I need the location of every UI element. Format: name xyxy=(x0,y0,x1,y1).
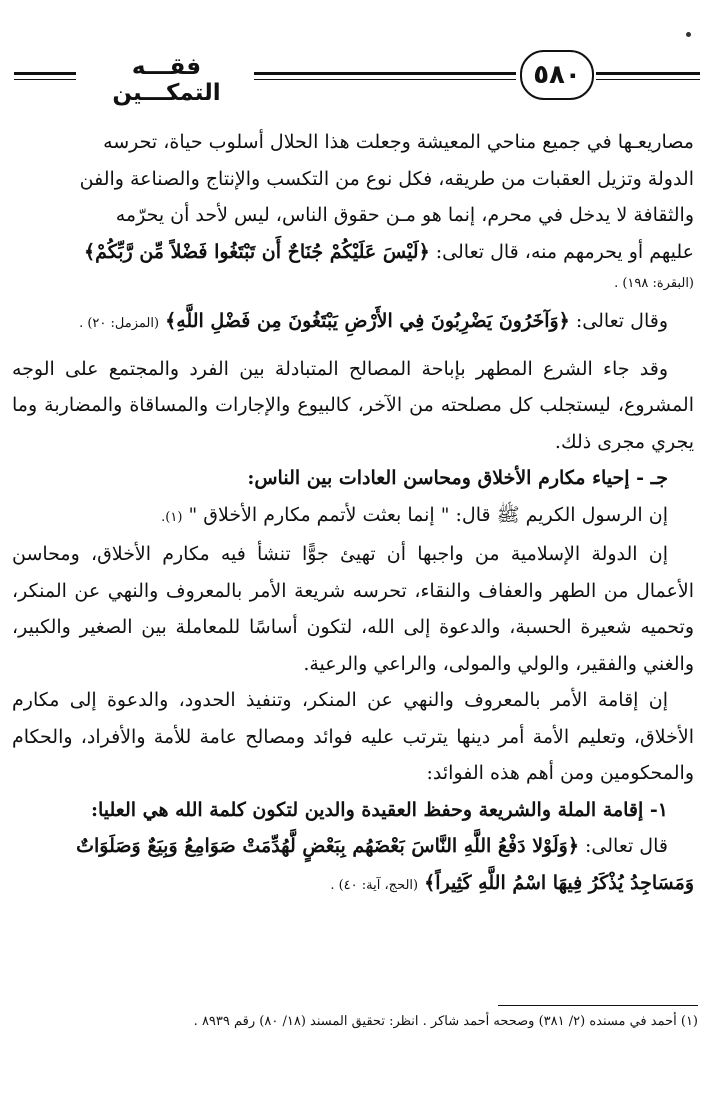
quran-verse-hajj-part1: ﴿وَلَوْلا دَفْعُ اللَّهِ النَّاسَ بَعْضَهُم بِبَعْضٍ لَّهُدِّمَتْ صَوَامِعُ وَبِيَعٌ وَصَلَوَاتٌ xyxy=(76,835,579,857)
verse-ref-hajj: (الحج، آية: ٤٠) . xyxy=(330,877,419,893)
point1-heading: ١- إقامة الملة والشريعة وحفظ العقيدة والدين لتكون كلمة الله هي العليا: xyxy=(90,798,668,821)
footnote-divider xyxy=(498,1005,698,1006)
hadith-line xyxy=(12,497,694,537)
para3: وقد جاء الشرع المطهر بإباحة المصالح المتبادلة بين الفرد والمجتمع على الوجه المشروع، ليستجلب كل مصلحته من الآخر، كالبيوع والإجارات والمساقاة والمضاربة وما يجري مجرى ذلك. xyxy=(12,357,694,453)
quran-verse-baqarah: ﴿لَيْسَ عَلَيْكُمْ جُنَاحٌ أَن تَبْتَغُوا فَضْلاً مِّن رَّبِّكُمْ﴾ xyxy=(84,240,430,263)
hadith-text: إن الرسول الكريم ﷺ قال: " إنما بعثت لأتمم مكارم الأخلاق " xyxy=(188,503,668,526)
point1-verse-line1 xyxy=(12,828,694,865)
point1-intro: قال تعالى: xyxy=(585,835,668,857)
para1-line1: مصاريعـها في جميع مناحي المعيشة وجعلت هذا الحلال أسلوب حياة، تحرسه xyxy=(103,131,694,153)
para1-line3: والثقافة لا يدخل في محرم، إنما هو مـن حقوق الناس، ليس لأحد أن يحرّمه xyxy=(115,204,694,226)
scan-mark xyxy=(686,32,691,37)
quran-verse-hajj-part2: وَمَسَاجِدُ يُذْكَرُ فِيهَا اسْمُ اللَّهِ كَثِيراً﴾ xyxy=(424,871,694,894)
page-number: ٥٨٠ xyxy=(520,50,594,100)
footnote-marker: (١). xyxy=(161,509,183,525)
para4: إن الدولة الإسلامية من واجبها أن تهيئ جوًّا تنشأ فيه مكارم الأخلاق، ومحاسن الأعمال من الطهر والعفاف والنقاء، تحرسه شريعة الأمر بالمعروف والنهي عن المنكر، وتحميه شعيرة الحسبة، والدعوة إلى الله، لتكون أساسًا للمعاملة بين الصغير والكبير، والغني والفقير، والولي والمولى، والراعي والرعية. xyxy=(12,543,694,675)
header-rule-middle xyxy=(254,72,516,80)
para2 xyxy=(12,303,694,343)
para1-line2: الدولة وتزيل العقبات من طريقه، فكل نوع من التكسب والإنتاج والصناعة والفن xyxy=(79,167,694,190)
verse-ref-baqarah: (البقرة: ١٩٨) . xyxy=(614,276,694,291)
section-heading: جـ - إحياء مكارم الأخلاق ومحاسن العادات بين الناس: xyxy=(247,467,668,489)
point1-verse-line2 xyxy=(12,865,694,905)
header-rule-right xyxy=(596,72,700,80)
quran-verse-muzzammil: ﴿وَآخَرُونَ يَضْرِبُونَ فِي الأَرْضِ يَبْتَغُونَ مِن فَضْلِ اللَّهِ﴾ xyxy=(165,310,570,332)
running-title: فقـــه التمكـــين xyxy=(112,54,221,106)
footnote: (١) أحمد في مسنده (٢/ ٣٨١) وصححه أحمد شاكر . انظر: تحقيق المسند (١٨/ ٨٠) رقم ٨٩٣٩ . xyxy=(193,1014,698,1029)
para1-line4 xyxy=(12,234,694,271)
para5: إن إقامة الأمر بالمعروف والنهي عن المنكر، وتنفيذ الحدود، والدعوة إلى مكارم الأخلاق، وتعليم الأمة أمر دينها يترتب عليه فوائد ومصالح عامة للأمة والأفراد، والحكام والمحكومين ومن أهم هذه الفوائد: xyxy=(12,689,694,784)
para1-line4-text: عليهم أو يحرمهم منه، قال تعالى: xyxy=(435,240,694,263)
page-header xyxy=(14,44,699,108)
para1-ref xyxy=(12,270,694,295)
main-text xyxy=(12,124,694,904)
verse-ref-muzzammil: (المزمل: ٢٠) . xyxy=(79,316,160,331)
para2-text: وقال تعالى: xyxy=(575,310,668,332)
header-rule-left xyxy=(14,72,76,80)
